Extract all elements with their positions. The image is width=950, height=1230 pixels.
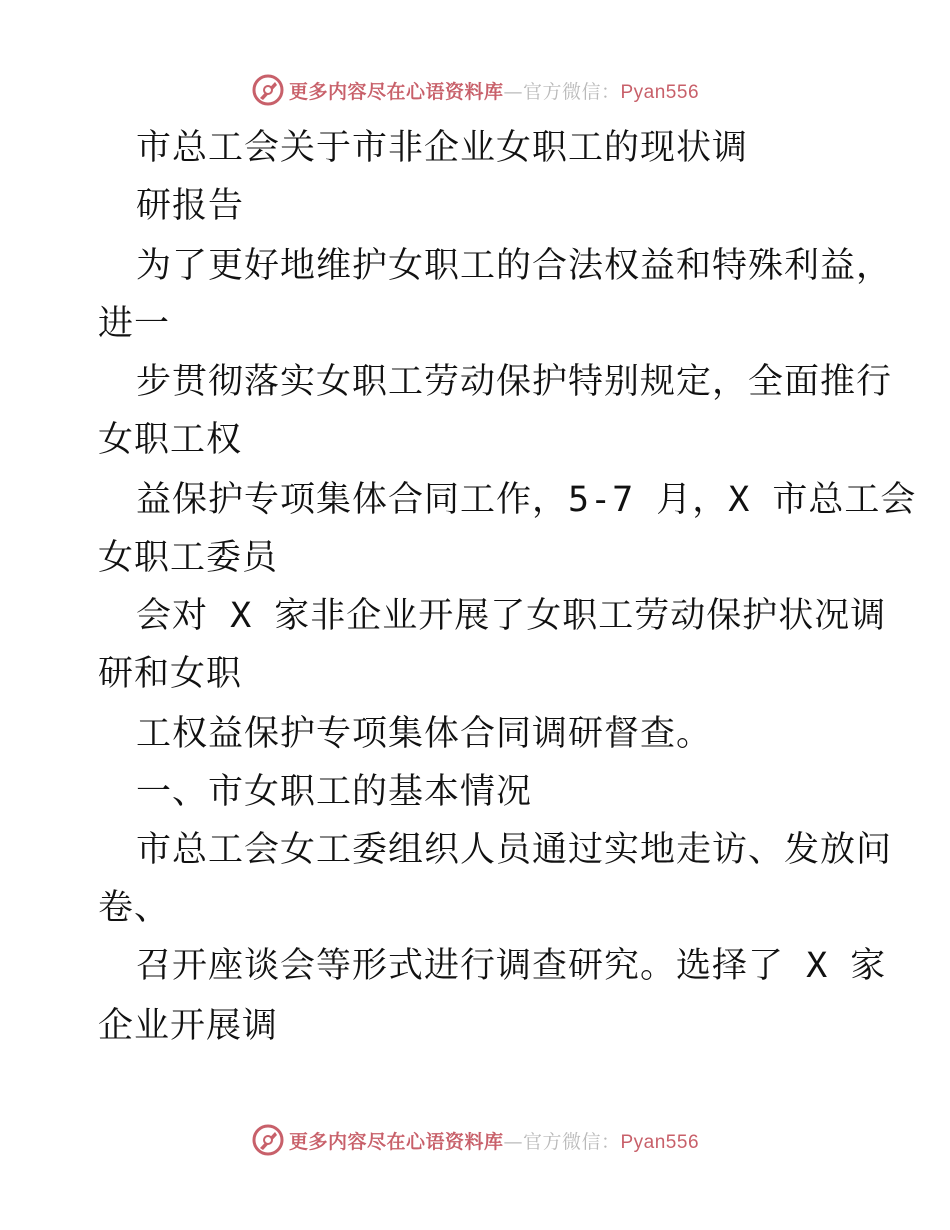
paragraph-line: 企业开展调 [98, 1006, 279, 1046]
watermark-dash: — [503, 80, 523, 103]
paragraph-line: 女职工委员 [98, 538, 279, 578]
quill-logo-icon [251, 1123, 285, 1157]
watermark-brand: 更多内容尽在心语资料库 [288, 80, 504, 103]
watermark-text [289, 1127, 699, 1154]
watermark-brand: 更多内容尽在心语资料库 [288, 1130, 504, 1153]
watermark-wechat-label: 官方微信： [522, 80, 621, 103]
watermark-wechat-label: 官方微信： [522, 1130, 621, 1153]
paragraph-line: 进一 [98, 304, 171, 344]
paragraph-line: 女职工权 [98, 420, 243, 460]
paragraph-line: 卷、 [98, 888, 171, 928]
paragraph-line: 益保护专项集体合同工作，5-7 月，X 市总工会 [136, 480, 917, 520]
paragraph-line: 市总工会女工委组织人员通过实地走访、发放问 [136, 830, 893, 870]
paragraph-line: 研和女职 [98, 654, 243, 694]
section-heading: 一、市女职工的基本情况 [136, 772, 533, 812]
footer-watermark [0, 1120, 950, 1160]
watermark-wechat-id: Pyan556 [620, 81, 700, 103]
paragraph-line: 为了更好地维护女职工的合法权益和特殊利益， [136, 246, 893, 286]
watermark-wechat-id: Pyan556 [620, 1131, 700, 1153]
paragraph-line: 工权益保护专项集体合同调研督查。 [136, 714, 713, 754]
paragraph-line: 步贯彻落实女职工劳动保护特别规定，全面推行 [136, 362, 893, 402]
document-title-line-1: 市总工会关于市非企业女职工的现状调 [136, 128, 749, 168]
paragraph-line: 召开座谈会等形式进行调查研究。选择了 X 家 [136, 946, 887, 986]
watermark-dash: — [503, 1130, 523, 1153]
paragraph-line: 会对 X 家非企业开展了女职工劳动保护状况调 [136, 596, 887, 636]
document-title-line-2: 研报告 [136, 186, 245, 226]
